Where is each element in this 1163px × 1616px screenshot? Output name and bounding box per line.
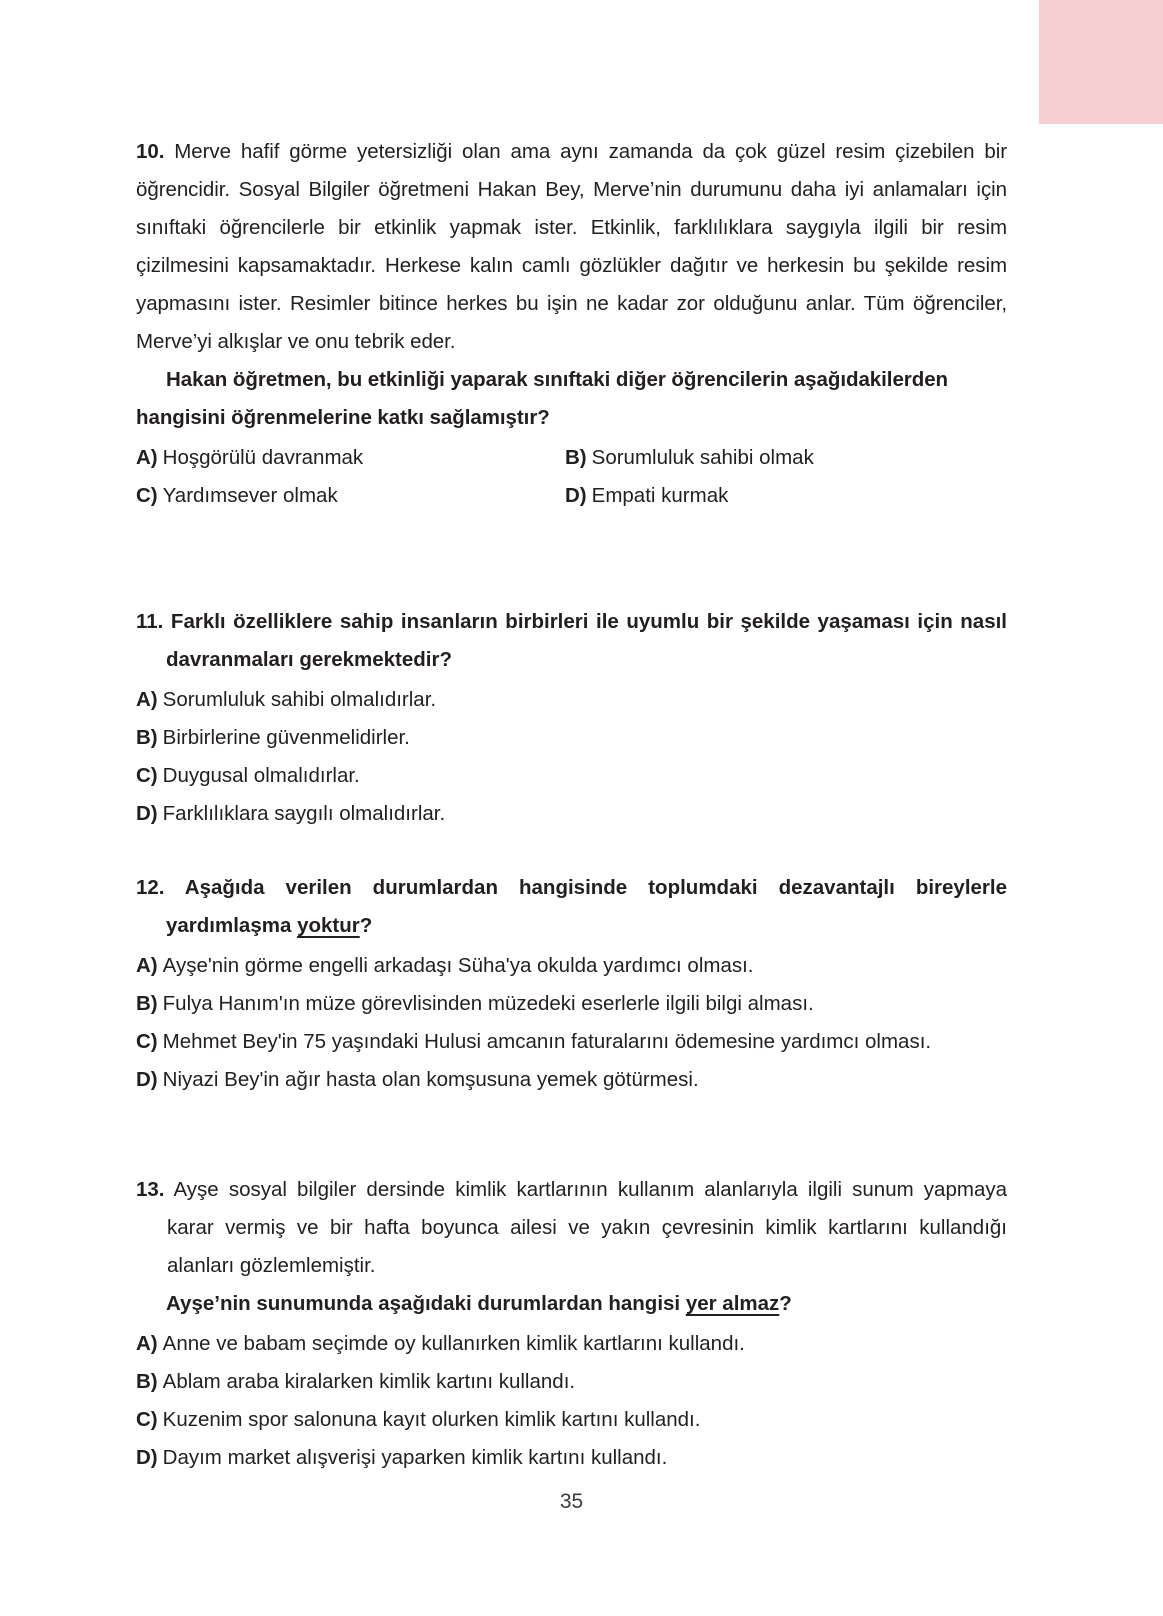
option-c-letter: C) [136,484,158,507]
question-10 [136,133,1007,515]
option-c[interactable] [136,757,1007,795]
option-a-letter: A) [136,446,158,469]
option-d-text: Empati kurmak [591,484,729,507]
option-d[interactable] [565,477,994,515]
page-content [136,0,1007,1616]
option-b-letter: B) [136,1370,158,1393]
question-10-passage [136,133,1007,437]
option-d-text: Dayım market alışverişi yaparken kimlik kartını kullandı. [162,1446,668,1469]
question-13-stem-suffix: ? [779,1292,792,1315]
question-10-passage-text: Merve hafif görme yetersizliği olan ama aynı zamanda da çok güzel resim çizebilen bir öğrencidir. Sosyal Bilgiler öğretmeni Hakan Bey, Merve’nin durumunu daha iyi anlamaları için sınıftaki öğrencilerle bir etkinlik yapmak ister. Etkinlik, farklılıklara saygıyla ilgili bir resim çizilmesini kapsamaktadır. Herkese kalın camlı gözlükler dağıtır ve herkesin bu şekilde resim yapmasını ister. Resimler bitince herkes bu işin ne kadar zor olduğunu anlar. Tüm öğrenciler, Merve’yi alkışlar ve onu tebrik eder. [136,140,1007,353]
question-13-number: 13. [136,1178,165,1201]
pink-corner-block [1039,0,1163,124]
option-b[interactable] [136,985,1007,1023]
option-c-text: Yardımsever olmak [162,484,338,507]
option-row [136,477,1007,515]
option-a-text: Sorumluluk sahibi olmalıdırlar. [162,688,437,711]
question-11-options [136,681,1007,833]
question-13-stem [136,1285,1007,1323]
option-c[interactable] [136,1401,1007,1439]
option-a[interactable] [136,681,1007,719]
question-12-options [136,947,1007,1099]
page-number: 35 [559,1490,584,1513]
question-13-stem-underlined: yer almaz [685,1292,780,1315]
question-13 [136,1171,1007,1477]
option-c[interactable] [136,477,565,515]
option-b-letter: B) [565,446,587,469]
question-13-options [136,1325,1007,1477]
option-c-letter: C) [136,1030,158,1053]
option-b-text: Sorumluluk sahibi olmak [591,446,814,469]
option-d-letter: D) [136,1068,158,1091]
option-a-text: Ayşe'nin görme engelli arkadaşı Süha'ya okulda yardımcı olması. [162,954,754,977]
option-c-text: Mehmet Bey'in 75 yaşındaki Hulusi amcanın faturalarını ödemesine yardımcı olması. [162,1030,932,1053]
question-12-stem-prefix: Aşağıda verilen durumlardan hangisinde toplumdaki dezavantajlı bireylerle yardımlaşma [166,876,1008,937]
question-10-stem: Hakan öğretmen, bu etkinliği yaparak sınıftaki diğer öğrencilerin aşağıdakilerden hangisini öğrenmelerine katkı sağlamıştır? [136,368,949,429]
question-10-options [136,439,1007,515]
option-d-letter: D) [136,802,158,825]
question-11 [136,603,1007,833]
question-11-number: 11. [136,610,164,633]
option-b[interactable] [136,1363,1007,1401]
option-c-text: Kuzenim spor salonuna kayıt olurken kimlik kartını kullandı. [162,1408,701,1431]
question-11-stem-text: Farklı özelliklere sahip insanların birbirleri ile uyumlu bir şekilde yaşaması için nasıl davranmaları gerekmektedir? [166,610,1007,671]
question-12 [136,869,1007,1099]
question-12-number: 12. [136,876,165,899]
question-11-stem [136,603,1007,679]
option-b-letter: B) [136,992,158,1015]
option-a-text: Hoşgörülü davranmak [162,446,364,469]
option-d-letter: D) [136,1446,158,1469]
option-a[interactable] [136,947,1007,985]
question-13-passage [136,1171,1007,1285]
option-b-text: Ablam araba kiralarken kimlik kartını kullandı. [162,1370,576,1393]
question-12-stem-suffix: ? [359,914,373,937]
option-d[interactable] [136,1439,1007,1477]
option-a-text: Anne ve babam seçimde oy kullanırken kimlik kartlarını kullandı. [162,1332,745,1355]
question-12-stem-underlined: yoktur [297,914,360,937]
option-a-letter: A) [136,954,158,977]
option-c[interactable] [136,1023,1007,1061]
option-d-text: Farklılıklara saygılı olmalıdırlar. [162,802,446,825]
option-b-text: Fulya Hanım'ın müze görevlisinden müzedeki eserlerle ilgili bilgi alması. [162,992,814,1015]
question-13-passage-text: Ayşe sosyal bilgiler dersinde kimlik kartlarının kullanım alanlarıyla ilgili sunum yapmaya karar vermiş ve bir hafta boyunca ailesi ve yakın çevresinin kimlik kartlarını kullandığı alanları gözlemlemiştir. [167,1178,1007,1277]
option-b[interactable] [136,719,1007,757]
option-c-letter: C) [136,764,158,787]
option-c-letter: C) [136,1408,158,1431]
question-13-stem-prefix: Ayşe’nin sunumunda aşağıdaki durumlardan hangisi [166,1292,686,1315]
option-a-letter: A) [136,688,158,711]
option-d-letter: D) [565,484,587,507]
question-12-stem [136,869,1007,945]
question-10-number: 10. [136,140,165,163]
option-d[interactable] [136,795,1007,833]
option-b-text: Birbirlerine güvenmelidirler. [162,726,410,749]
option-a[interactable] [136,439,565,477]
option-b-letter: B) [136,726,158,749]
option-a[interactable] [136,1325,1007,1363]
option-a-letter: A) [136,1332,158,1355]
option-b[interactable] [565,439,994,477]
option-d[interactable] [136,1061,1007,1099]
option-c-text: Duygusal olmalıdırlar. [162,764,360,787]
option-row [136,439,1007,477]
option-d-text: Niyazi Bey'in ağır hasta olan komşusuna yemek götürmesi. [162,1068,699,1091]
